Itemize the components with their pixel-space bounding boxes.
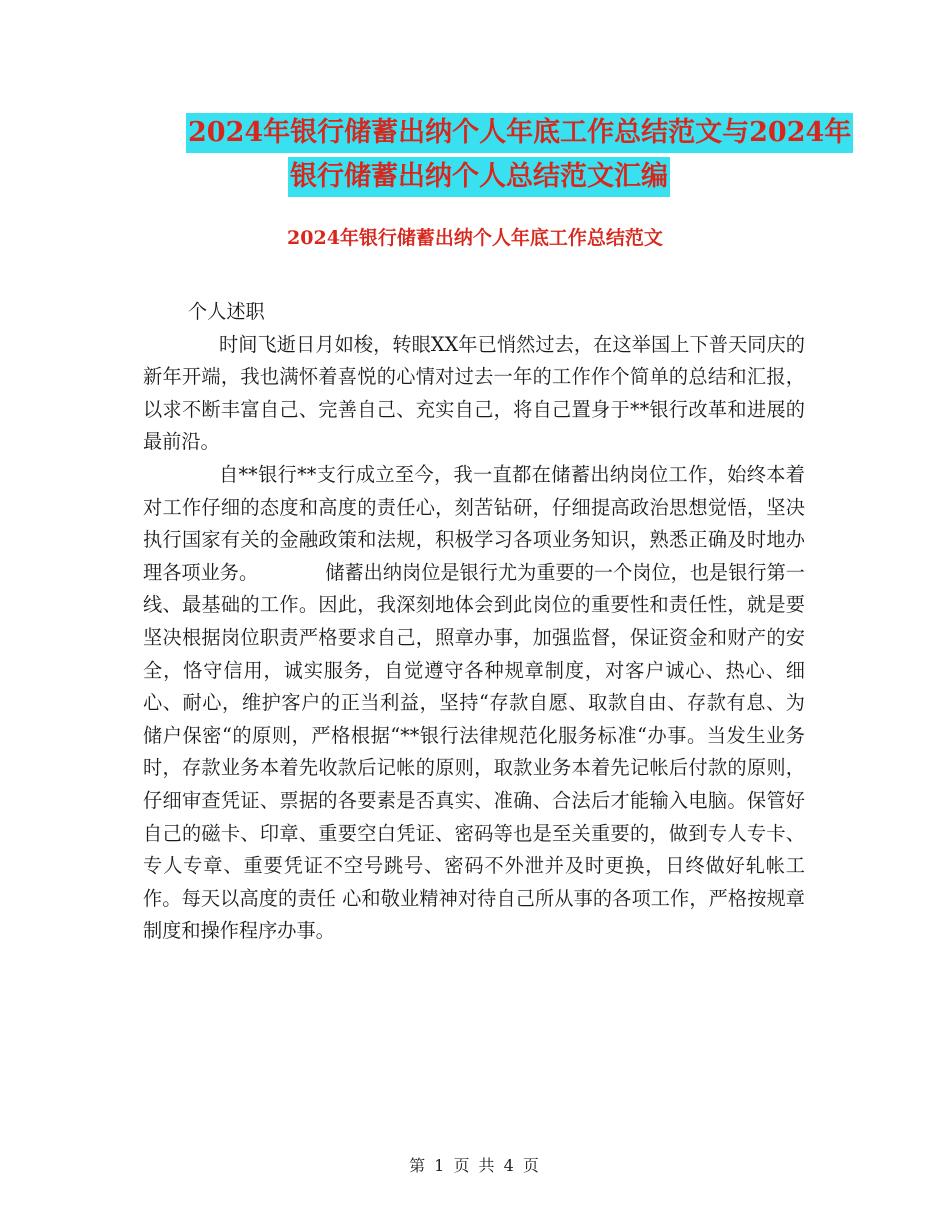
page-footer: 第 1 页 共 4 页 bbox=[409, 1156, 541, 1175]
section-label: 个人述职 bbox=[188, 300, 265, 323]
section-heading: 2024年银行储蓄出纳个人年底工作总结范文 bbox=[287, 227, 663, 249]
document-body bbox=[143, 296, 805, 948]
paragraph: 时间飞逝日月如梭，转眼XX年已悄然过去，在这举国上下普天同庆的新年开端，我也满怀着喜悦的心情对过去一年的工作作个简单的总结和汇报，以求不断丰富自己、完善自己、充实自己，将自己置身于**银行改革和进展的最前沿。 bbox=[143, 332, 805, 454]
paragraph: 自**银行**支行成立至今，我一直都在储蓄出纳岗位工作，始终本着对工作仔细的态度和高度的责任心，刻苦钻研，仔细提高政治思想觉悟，坚决执行国家有关的金融政策和法规，积极学习各项业务知识，熟悉正确及时地办理各项业务。 储蓄出纳岗位是银行尤为重要的一个岗位，也是银行第一线、最基础的工作。因此，我深刻地体会到此岗位的重要性和责任性，就是要坚决根据岗位职责严格要求自己，照章办事，加强监督，保证资金和财产的安全，恪守信用，诚实服务，自觉遵守各种规章制度，对客户诚心、热心、细心、耐心，维护客户的正当利益，坚持“存款自愿、取款自由、存款有息、为储户保密“的原则，严格根据“**银行法律规范化服务标准“办事。当发生业务时，存款业务本着先收款后记帐的原则，取款业务本着先记帐后付款的原则，仔细审查凭证、票据的各要素是否真实、准确、合法后才能输入电脑。保管好自己的磁卡、印章、重要空白凭证、密码等也是至关重要的，做到专人专卡、专人专章、重要凭证不空号跳号、密码不外泄并及时更换，日终做好轧帐工作。每天以高度的责任 心和敬业精神对待自己所从事的各项工作，严格按规章制度和操作程序办事。 bbox=[143, 462, 805, 943]
title-line-1: 2024年银行储蓄出纳个人年底工作总结范文与2024年 bbox=[186, 113, 853, 153]
title-line-2: 银行储蓄出纳个人总结范文汇编 bbox=[288, 157, 670, 197]
